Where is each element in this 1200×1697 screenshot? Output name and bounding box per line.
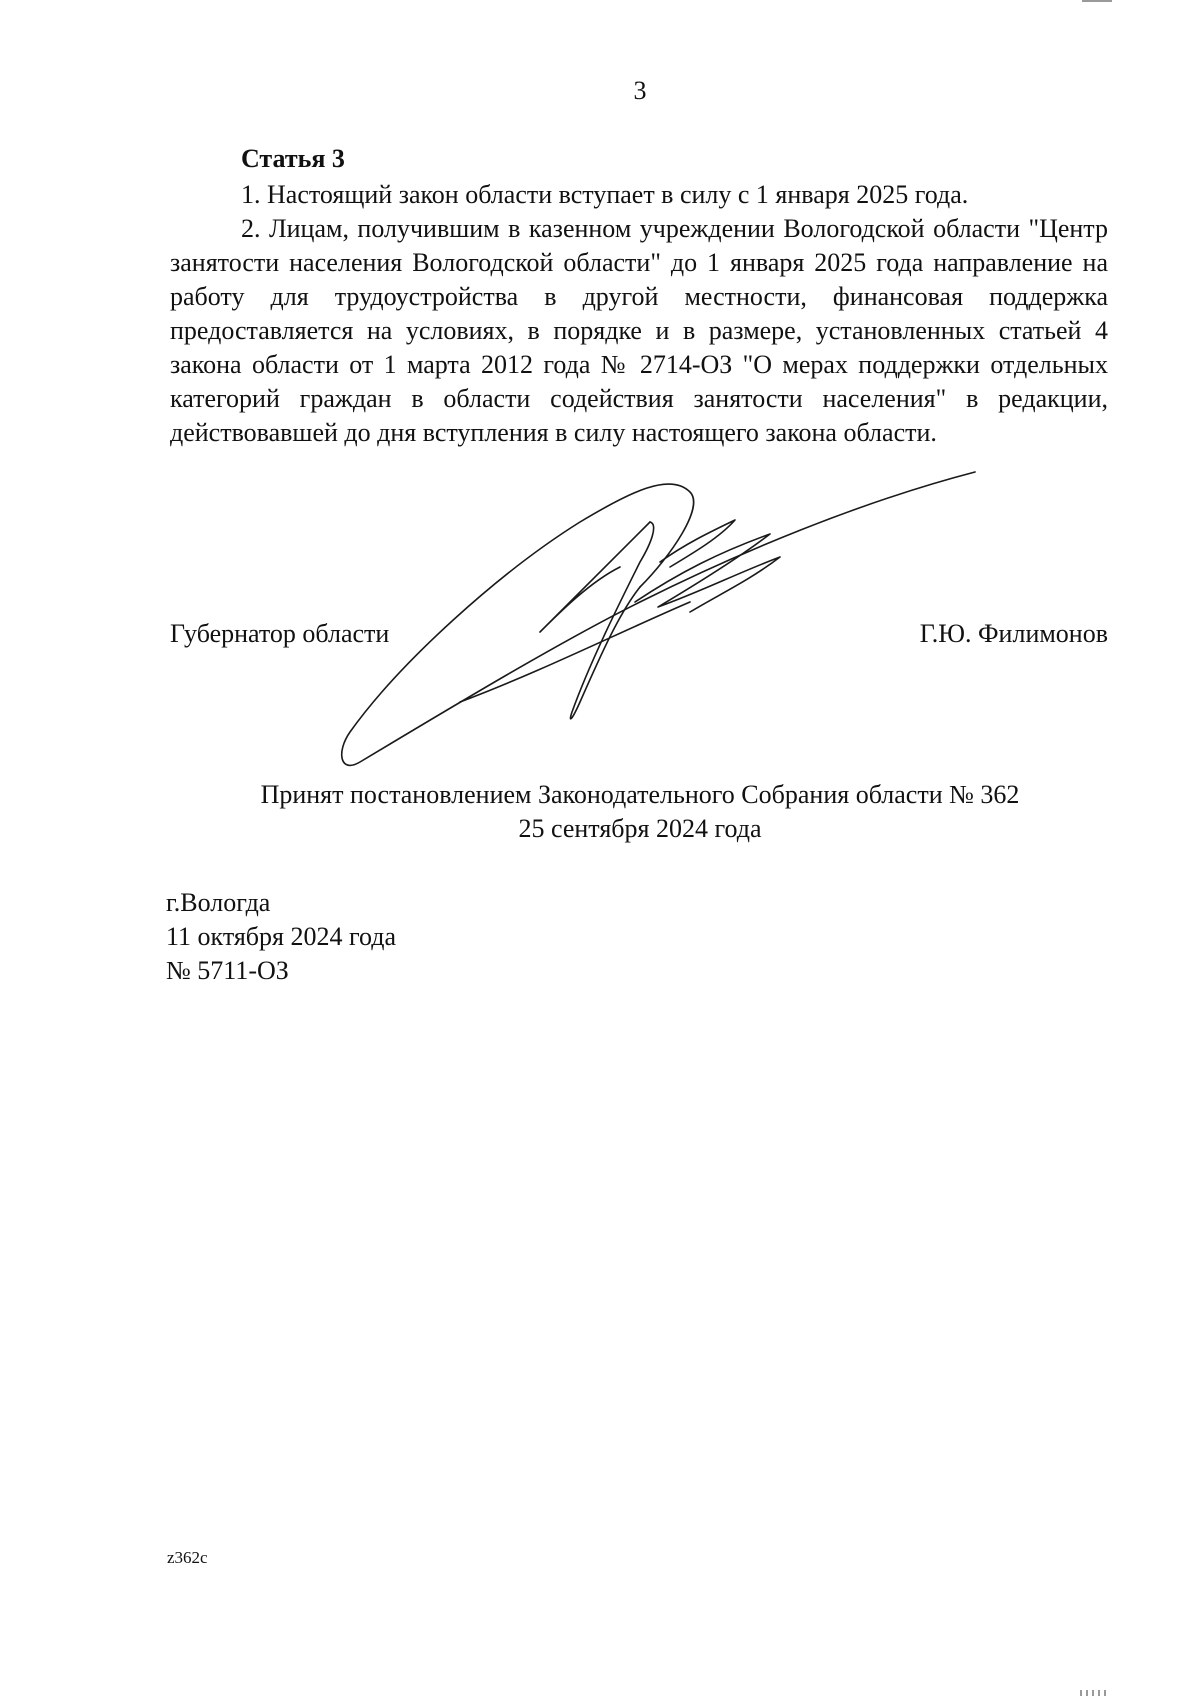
signatory-name: Г.Ю. Филимонов (919, 619, 1108, 648)
city: г.Вологда (166, 888, 271, 917)
article-title: Статья 3 (241, 144, 345, 173)
scan-artifact-top (1082, 0, 1112, 2)
page-number: 3 (633, 76, 647, 105)
article-paragraph-1: 1. Настоящий закон области вступает в силу с 1 января 2025 года. (241, 180, 969, 209)
scan-artifact-bottom (1080, 1690, 1110, 1696)
adoption-info (0, 778, 1200, 846)
document-code: z362c (167, 1548, 208, 1567)
signatory-role: Губернатор области (170, 619, 390, 648)
law-number: № 5711-ОЗ (166, 956, 289, 985)
handwritten-signature (340, 462, 980, 782)
place-date-number (166, 886, 396, 988)
law-date: 11 октября 2024 года (166, 922, 397, 951)
article-paragraph-2: 2. Лицам, получившим в казенном учреждении Вологодской области "Центр занятости населения Вологодской области" до 1 января 2025 года направление на работу для трудоустройства в другой местности, финансовая поддержка предоставляется на условиях, в порядке и в размере, установленных статьей 4 закона области от 1 марта 2012 года № 2714-ОЗ "О мерах поддержки отдельных категорий граждан в области содействия занятости населения" в редакции, действовавшей до дня вступления в силу настоящего закона области. (170, 214, 1108, 447)
adoption-line-1: Принят постановлением Законодательного Собрания области № 362 (260, 780, 1020, 809)
adoption-date: 25 сентября 2024 года (518, 814, 762, 843)
